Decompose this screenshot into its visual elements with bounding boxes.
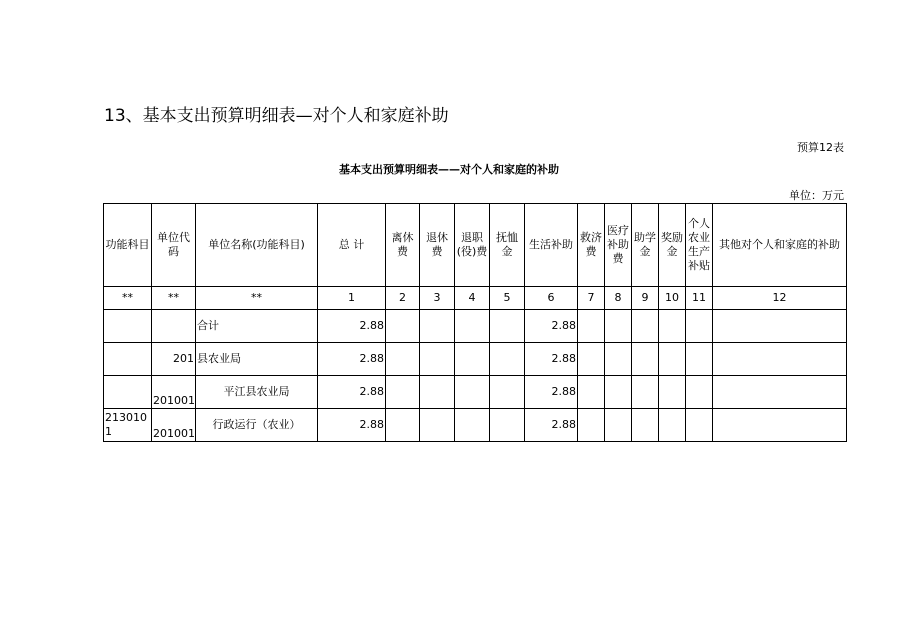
unit-label: 单位：万元 — [789, 189, 844, 202]
unit-code-cell: 201001 — [152, 409, 196, 442]
index-cell: ** — [152, 287, 196, 310]
index-cell: 10 — [659, 287, 686, 310]
table-row — [104, 409, 847, 442]
header-cell: 功能科目 — [104, 204, 152, 287]
total-cell: 2.88 — [318, 409, 386, 442]
header-cell: 救济费 — [578, 204, 605, 287]
table-number: 预算12表 — [797, 141, 844, 154]
table-subtitle: 基本支出预算明细表——对个人和家庭的补助 — [339, 163, 559, 176]
header-cell: 助学金 — [632, 204, 659, 287]
header-cell: 总 计 — [318, 204, 386, 287]
header-cell: 生活补助 — [525, 204, 578, 287]
func-code-cell — [104, 376, 152, 409]
index-cell: 1 — [318, 287, 386, 310]
header-cell: 退休费 — [420, 204, 455, 287]
func-code-cell — [104, 343, 152, 376]
unit-name-cell: 平江县农业局 — [196, 376, 318, 409]
header-cell: 医疗补助费 — [605, 204, 632, 287]
unit-code-cell: 201 — [152, 343, 196, 376]
index-cell: 7 — [578, 287, 605, 310]
func-code-cell: 2130101 — [104, 409, 152, 442]
index-cell: 4 — [455, 287, 490, 310]
header-cell: 其他对个人和家庭的补助 — [713, 204, 847, 287]
index-cell: ** — [104, 287, 152, 310]
index-cell: 11 — [686, 287, 713, 310]
budget-table — [103, 203, 847, 442]
total-cell: 2.88 — [318, 376, 386, 409]
living-subsidy-cell: 2.88 — [525, 343, 578, 376]
header-cell: 奖励金 — [659, 204, 686, 287]
table-row — [104, 376, 847, 409]
index-cell: 8 — [605, 287, 632, 310]
total-cell: 2.88 — [318, 310, 386, 343]
index-cell: 2 — [386, 287, 420, 310]
index-cell: 6 — [525, 287, 578, 310]
index-row — [104, 287, 847, 310]
index-cell: 5 — [490, 287, 525, 310]
header-row — [104, 204, 847, 287]
unit-name-cell: 县农业局 — [196, 343, 318, 376]
index-cell: 3 — [420, 287, 455, 310]
header-cell: 离休费 — [386, 204, 420, 287]
index-cell: 9 — [632, 287, 659, 310]
unit-name-cell: 行政运行（农业） — [196, 409, 318, 442]
table-row — [104, 310, 847, 343]
header-cell: 个人农业生产补贴 — [686, 204, 713, 287]
index-cell: 12 — [713, 287, 847, 310]
header-cell: 退职(役)费 — [455, 204, 490, 287]
total-cell: 2.88 — [318, 343, 386, 376]
unit-code-cell — [152, 310, 196, 343]
header-cell: 抚恤金 — [490, 204, 525, 287]
unit-name-cell: 合计 — [196, 310, 318, 343]
table-row — [104, 343, 847, 376]
living-subsidy-cell: 2.88 — [525, 376, 578, 409]
unit-code-cell: 201001 — [152, 376, 196, 409]
func-code-cell — [104, 310, 152, 343]
page-heading: 13、基本支出预算明细表—对个人和家庭补助 — [104, 106, 449, 126]
header-cell: 单位代码 — [152, 204, 196, 287]
header-cell: 单位名称(功能科目) — [196, 204, 318, 287]
index-cell: ** — [196, 287, 318, 310]
living-subsidy-cell: 2.88 — [525, 310, 578, 343]
living-subsidy-cell: 2.88 — [525, 409, 578, 442]
